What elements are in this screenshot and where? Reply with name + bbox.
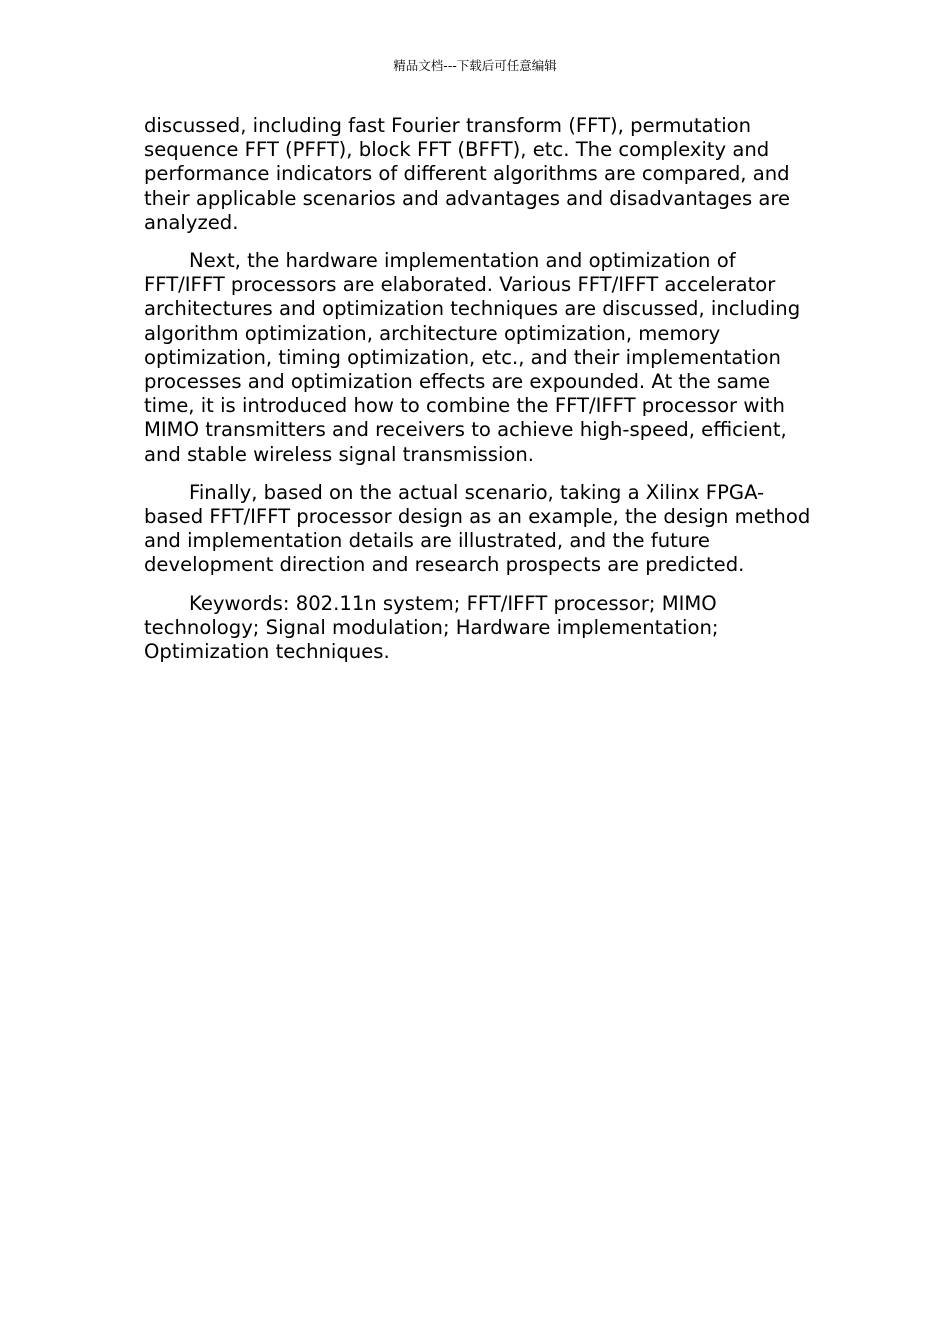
paragraph-hardware: Next, the hardware implementation and optimization of FFT/IFFT processors are elaborated. Various FFT/IFFT accelerator architectures and optimization techniques are discussed, including algorithm optimization, architecture optimization, memory optimization, timing optimization, etc., and their implementation processes and optimization effects are expounded. At the same time, it is introduced how to combine the FFT/IFFT processor with MIMO transmitters and receivers to achieve high-speed, efficient, and stable wireless signal transmission. <box>144 249 801 466</box>
paragraph-conclusion: Finally, based on the actual scenario, taking a Xilinx FPGA-based FFT/IFFT processor design as an example, the design method and implementation details are illustrated, and the future development direction and research prospects are predicted. <box>144 480 811 577</box>
paragraph-continued: discussed, including fast Fourier transform (FFT), permutation sequence FFT (PFFT), block FFT (BFFT), etc. The complexity and performance indicators of different algorithms are compared, and their applicable scenarios and advantages and disadvantages are analyzed. <box>144 114 791 234</box>
document-body <box>144 114 812 678</box>
page-header: 精品文档---下载后可任意编辑 <box>393 58 557 73</box>
paragraph-keywords: Keywords: 802.11n system; FFT/IFFT processor; MIMO technology; Signal modulation; Hardware implementation; Optimization techniques. <box>144 591 719 664</box>
